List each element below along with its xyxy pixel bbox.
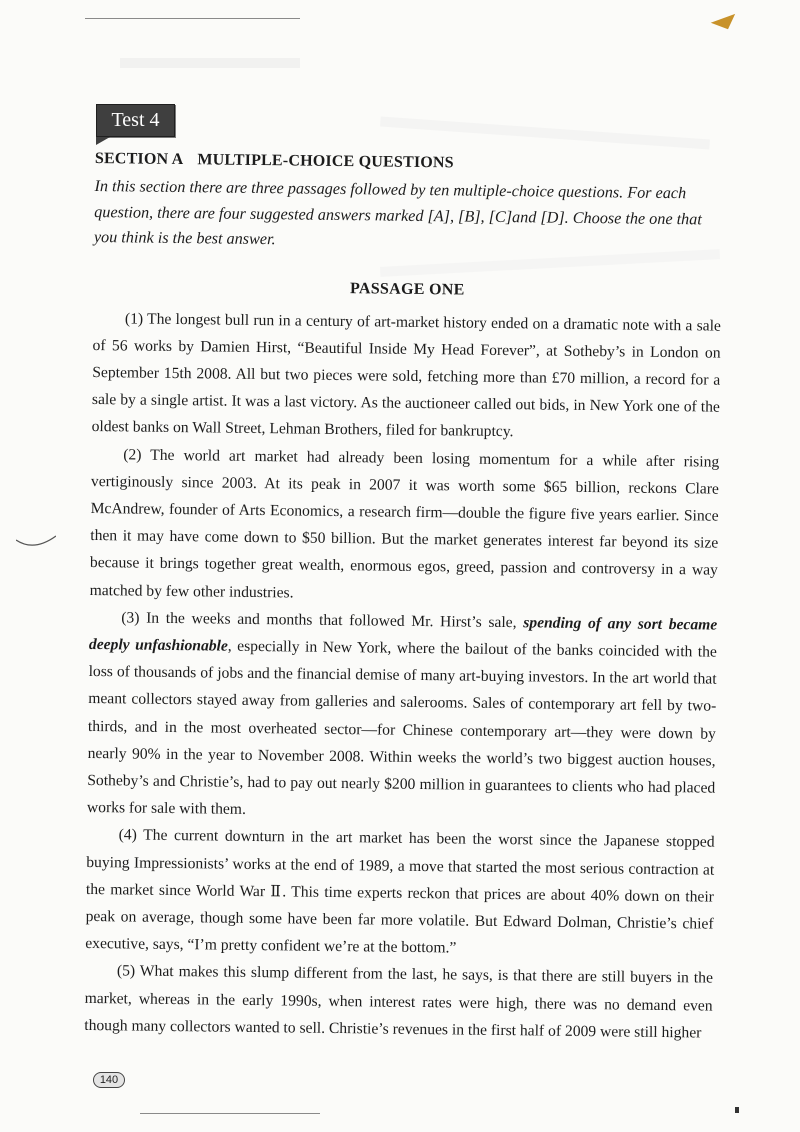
corner-tab-marker [711,14,740,34]
badge-tail [96,137,110,145]
paragraph-3-end: , especially in New York, where the bailout of the banks coincided with the loss of thousands of jobs and the financial demise of many art-buying investors. In the art world that meant collectors stayed away from galleries and salerooms. Sales of contemporary art fell by two-thirds, and in the most overheated sector—for Chinese contemporary art—they were down by nearly 90% in the year to November 2008. Within weeks the world’s two biggest auction houses, Sotheby’s and Christie’s, had to pay out nearly $200 million in guarantees to clients who had placed works for sale with them. [86,637,718,819]
section-heading [95,150,723,176]
paragraph-4: (4) The current downturn in the art market has been the worst since the Japanese stopped buying Impressionists’ works at the end of 1989, a move that started the most serious contraction at the market since World War Ⅱ. This time experts reckon that prices are about 40% down on their peak on average, though some have been far more volatile. But Edward Dolman, Christie’s chief executive, says, “I’m pretty confident we’re at the bottom.” [85,826,715,957]
section-name: MULTIPLE-CHOICE QUESTIONS [197,151,454,172]
paragraph-5: (5) What makes this slump different from the last, he says, is that there are still buyers in the market, whereas in the early 1990s, when interest rates were high, there was no demand even though many collectors wanted to sell. Christie’s revenues in the first half of 2009 were still higher [84,962,714,1042]
paragraph-3 [87,604,718,829]
section-instructions: In this section there are three passages followed by ten multiple-choice questions. For each question, there are four suggested answers marked [A], [B], [C]and [D]. Choose the one that you think is the best answer. [93,176,702,249]
header-rule [85,18,300,19]
page-content [84,150,723,1047]
paragraph-3-start: (3) In the weeks and months that followed Mr. Hirst’s sale, [121,609,524,632]
margin-pencil-mark [16,532,56,554]
page-number: 140 [93,1072,125,1088]
paragraph-3-emphasis: spending of any sort became deeply unfashionable [88,614,718,655]
paragraph-1: (1) The longest bull run in a century of art-market history ended on a dramatic note with a sale of 56 works by Damien Hirst, “Beautiful Inside My Head Forever”, at Sotheby’s in London on September 15th 2008. All but two pieces were sold, fetching more than £70 million, a record for a sale by a single artist. It was a last victory. As the auctioneer called out bids, in New York one of the oldest banks on Wall Street, Lehman Brothers, filed for bankruptcy. [91,309,722,441]
paragraph-2: (2) The world art market had already been losing momentum for a while after rising vertiginously since 2003. At its peak in 2007 it was worth some $65 billion, reckons Clare McAndrew, founder of Arts Economics, a research firm—double the figure five years earlier. Since then it may have come down to $50 billion. But the market generates interest far beyond its size because it brings together great wealth, enormous egos, greed, passion and controversy in a way matched by few other industries. [89,445,720,601]
test-number-badge: Test 4 [96,104,175,137]
section-code: SECTION A [94,150,184,169]
passage-title: PASSAGE ONE [349,279,465,299]
corner-mark [735,1107,739,1113]
footer-rule [140,1113,320,1114]
